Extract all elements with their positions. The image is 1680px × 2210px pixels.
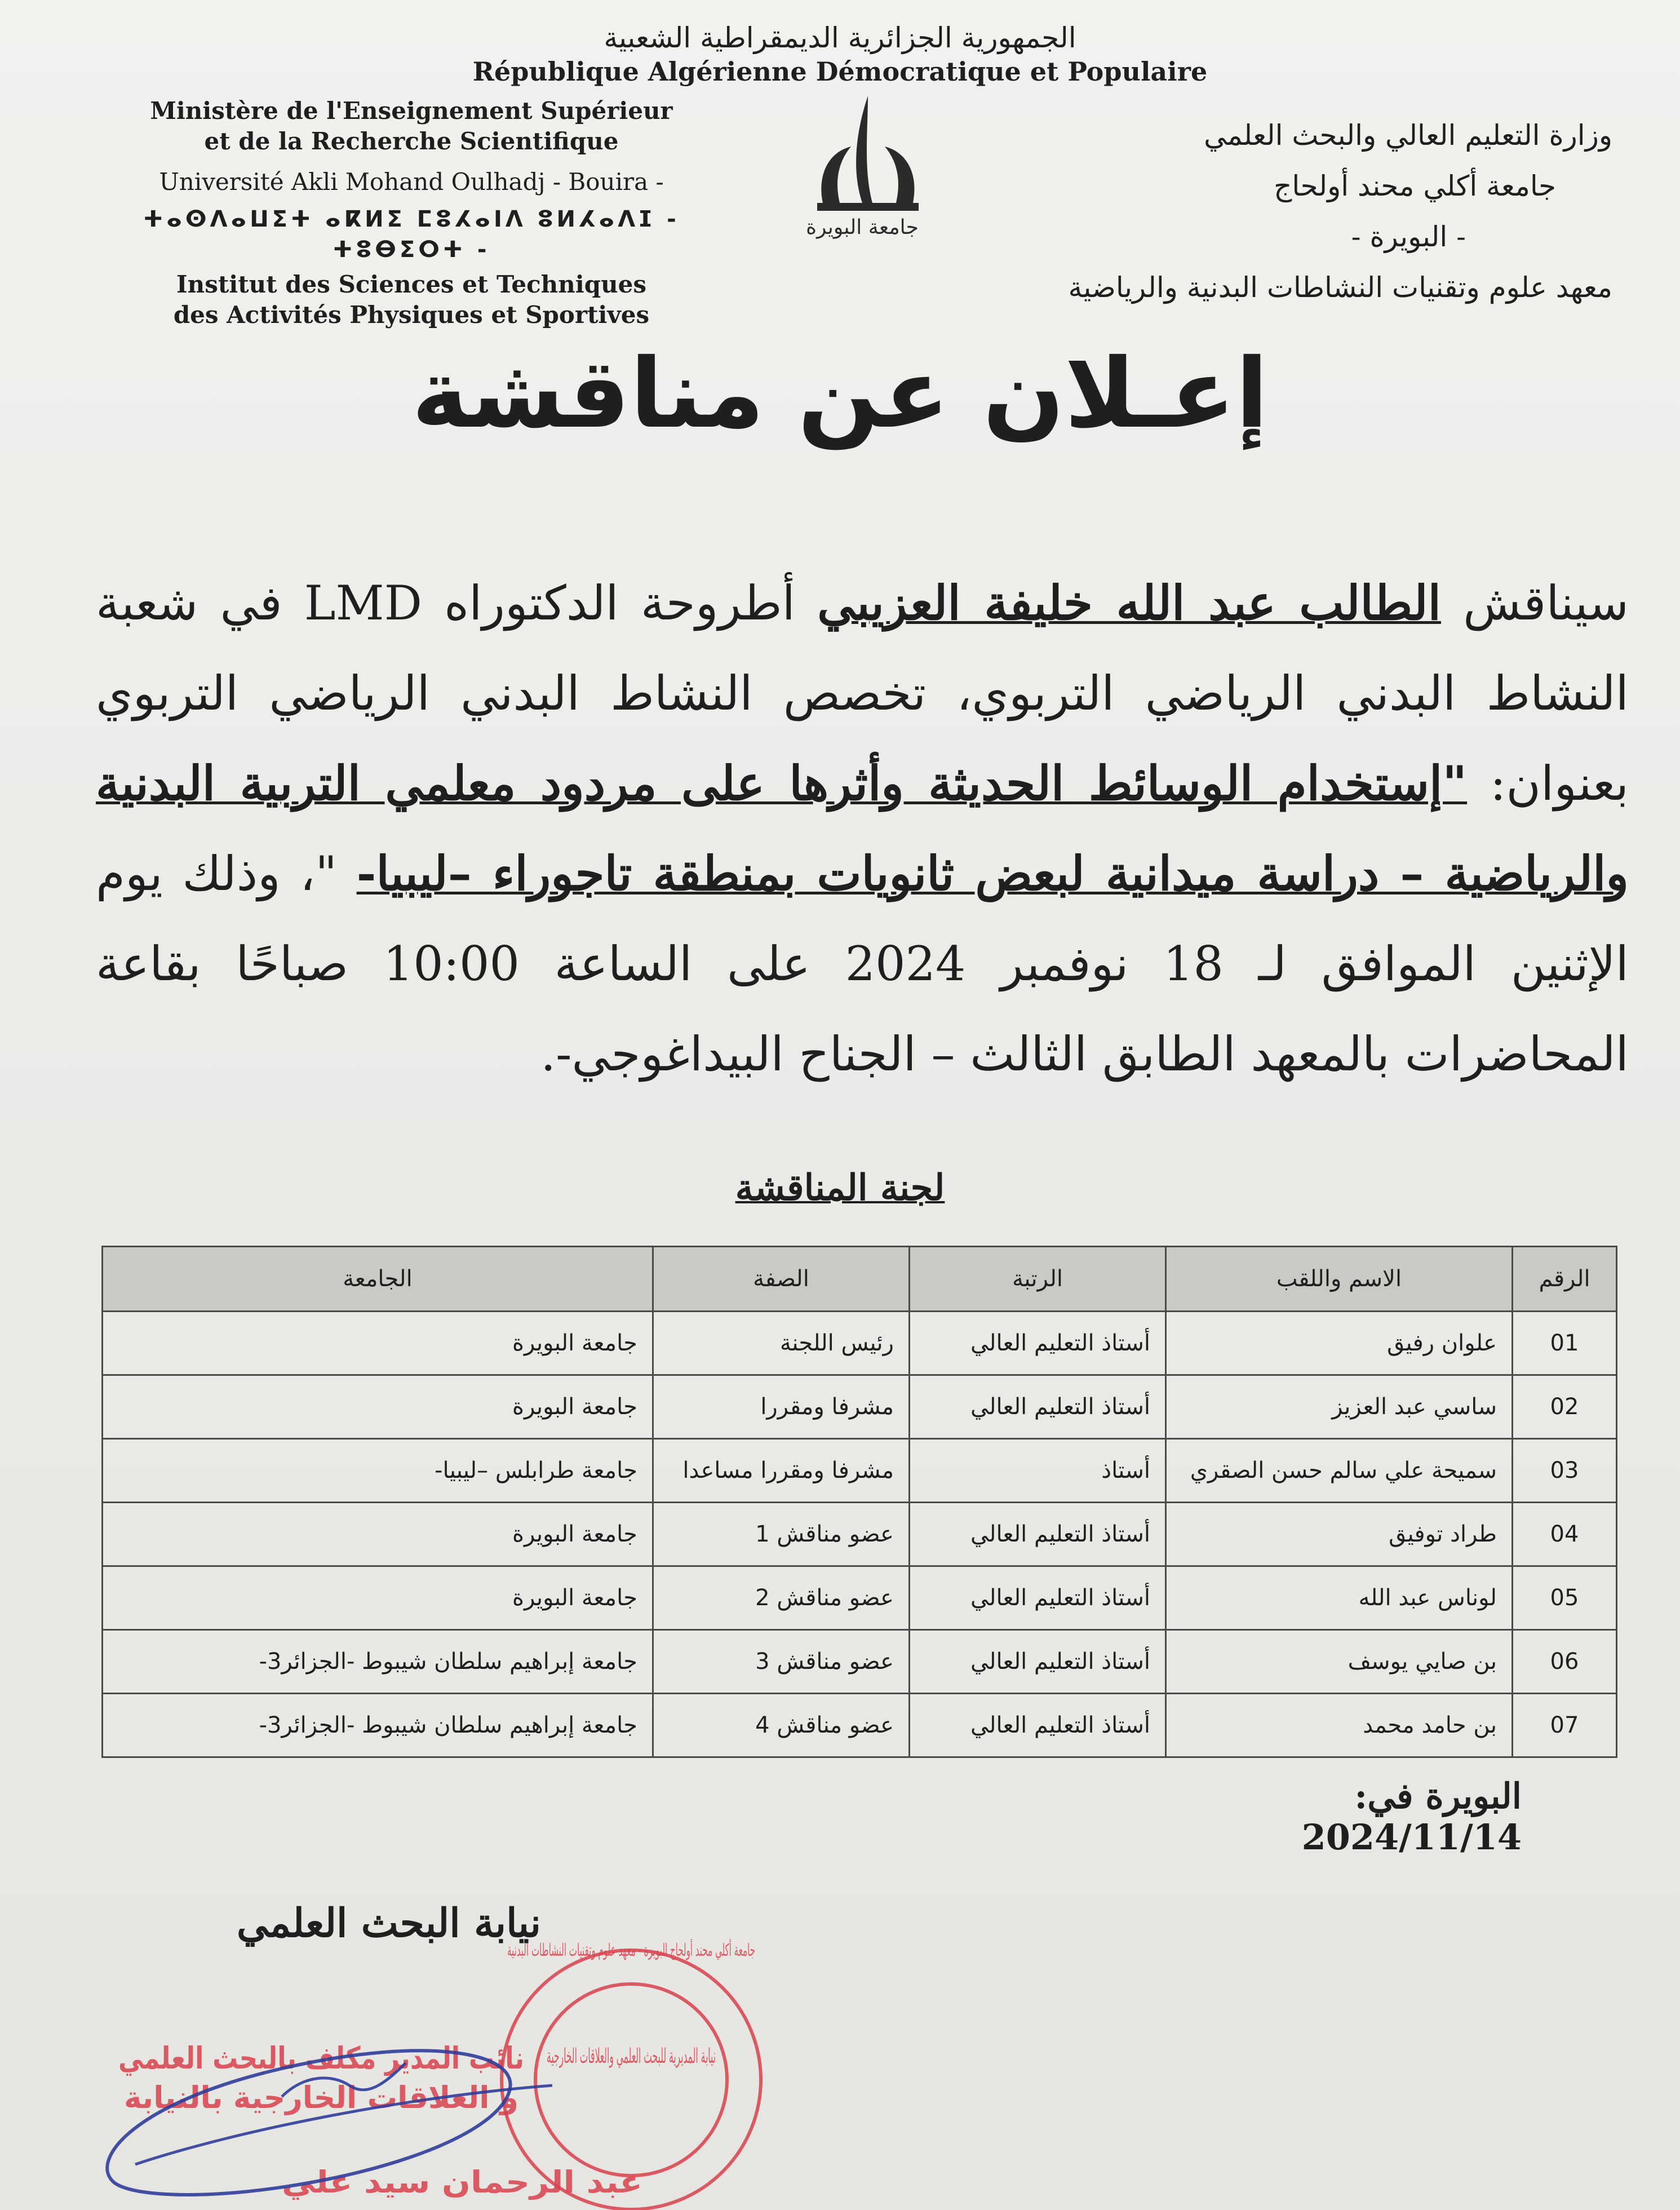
cell-number: 03 xyxy=(1513,1439,1617,1503)
cell-name: طراد توفيق xyxy=(1166,1503,1513,1566)
table-row xyxy=(103,1630,1617,1694)
cell-number: 07 xyxy=(1513,1694,1617,1757)
header-right-arabic xyxy=(1049,110,1612,313)
cell-name: سميحة علي سالم حسن الصقري xyxy=(1166,1439,1513,1503)
university-logo-icon xyxy=(783,90,941,242)
column-header-role: الصفة xyxy=(653,1247,910,1312)
cell-number: 05 xyxy=(1513,1566,1617,1630)
body-intro: سيناقش xyxy=(1440,575,1629,631)
stamp-center-text: نيابة المديرية للبحث العلمي والعلاقات الخارجية xyxy=(547,2045,716,2068)
body-thesis-info: أطروحة الدكتوراه LMD في شعبة النشاط البدني الرياضي التربوي، تخصص النشاط البدني الرياضي التربوي بعنوان: xyxy=(96,575,1629,811)
cell-university: جامعة إبراهيم سلطان شيبوط -الجزائر3- xyxy=(103,1694,653,1757)
cell-rank: أستاذ التعليم العالي xyxy=(910,1312,1166,1375)
cell-rank: أستاذ التعليم العالي xyxy=(910,1694,1166,1757)
cell-role: عضو مناقش 2 xyxy=(653,1566,910,1630)
institute-arabic: معهد علوم وتقنيات النشاطات البدنية والرياضية xyxy=(1068,271,1612,304)
university-name-tifinagh: ⵜⴰⵙⴷⴰⵡⵉⵜ ⴰⴽⵍⵉ ⵎⵓⵃⴰⵏⴷ ⵓⵍⵃⴰⴷⵊ - ⵜⵓⴱⵉⵔⵜ - xyxy=(143,206,680,263)
cell-role: رئيس اللجنة xyxy=(653,1312,910,1375)
cell-rank: أستاذ xyxy=(910,1439,1166,1503)
table-row xyxy=(103,1694,1617,1757)
committee-table xyxy=(101,1246,1617,1758)
stamp-line-1: نائب المدير مكلف بالبحث العلمي xyxy=(118,2040,524,2076)
logo-caption: جامعة البويرة xyxy=(806,216,919,239)
table-row xyxy=(103,1375,1617,1439)
cell-name: لوناس عبد الله xyxy=(1166,1566,1513,1630)
cell-role: عضو مناقش 1 xyxy=(653,1503,910,1566)
cell-university: جامعة البويرة xyxy=(103,1503,653,1566)
stamp-line-2: و العلاقات الخارجية بالنيابة xyxy=(124,2080,518,2115)
university-name-fr: Université Akli Mohand Oulhadj - Bouira - xyxy=(159,168,664,196)
cell-role: عضو مناقش 4 xyxy=(653,1694,910,1757)
stamp-ring-text: جامعة أكلي محند أولحاج البويرة - معهد علوم وتقنيات النشاطات البدنية xyxy=(507,1941,1001,1960)
cell-role: مشرفا ومقررا xyxy=(653,1375,910,1439)
cell-number: 01 xyxy=(1513,1312,1617,1375)
header-french-republic: République Algérienne Démocratique et Populaire xyxy=(472,56,1208,87)
ministry-line-2: et de la Recherche Scientifique xyxy=(204,127,619,155)
cell-number: 02 xyxy=(1513,1375,1617,1439)
cell-university: جامعة البويرة xyxy=(103,1566,653,1630)
announcement-title: إعـلان عن مناقشة xyxy=(411,338,1269,450)
cell-name: ساسي عبد العزيز xyxy=(1166,1375,1513,1439)
issuing-office: نيابة البحث العلمي xyxy=(236,1899,542,1946)
cell-name: بن صايي يوسف xyxy=(1166,1630,1513,1694)
cell-rank: أستاذ التعليم العالي xyxy=(910,1630,1166,1694)
cell-rank: أستاذ التعليم العالي xyxy=(910,1375,1166,1439)
cell-rank: أستاذ التعليم العالي xyxy=(910,1566,1166,1630)
institute-line-2: des Activités Physiques et Sportives xyxy=(173,301,650,329)
cell-role: عضو مناقش 3 xyxy=(653,1630,910,1694)
city-arabic: - البويرة - xyxy=(1351,220,1466,253)
table-row xyxy=(103,1566,1617,1630)
ministry-line-1: Ministère de l'Enseignement Supérieur xyxy=(150,97,673,125)
header-arabic-republic: الجمهورية الجزائرية الديمقراطية الشعبية xyxy=(604,21,1076,54)
cell-name: بن حامد محمد xyxy=(1166,1694,1513,1757)
column-header-rank: الرتبة xyxy=(910,1247,1166,1312)
cell-university: جامعة طرابلس –ليبيا- xyxy=(103,1439,653,1503)
ministry-arabic: وزارة التعليم العالي والبحث العلمي xyxy=(1204,119,1612,152)
header-left-french xyxy=(130,96,693,330)
announcement-body xyxy=(96,558,1629,1099)
cell-rank: أستاذ التعليم العالي xyxy=(910,1503,1166,1566)
column-header-name: الاسم واللقب xyxy=(1166,1247,1513,1312)
cell-university: جامعة البويرة xyxy=(103,1312,653,1375)
student-name: الطالب عبد الله خليفة العزيبي xyxy=(817,575,1441,631)
stamp-line-3: عبد الرحمان سيد علي xyxy=(282,2164,642,2200)
official-stamp-and-signature xyxy=(68,1916,1001,2209)
cell-university: جامعة البويرة xyxy=(103,1375,653,1439)
cell-role: مشرفا ومقررا مساعدا xyxy=(653,1439,910,1503)
university-arabic: جامعة أكلي محند أولحاج xyxy=(1274,170,1556,202)
table-row xyxy=(103,1439,1617,1503)
committee-heading: لجنة المناقشة xyxy=(735,1167,945,1209)
table-header-row xyxy=(103,1247,1617,1312)
table-row xyxy=(103,1503,1617,1566)
place-and-date: البويرة في: 2024/11/14 xyxy=(1301,1775,1522,1858)
thesis-title: "إستخدام الوسائط الحديثة وأثرها على مردود معلمي التربية البدنية والرياضية – دراسة ميدانية لبعض ثانويات بمنطقة تاجوراء –ليبيا- xyxy=(96,755,1629,901)
cell-university: جامعة إبراهيم سلطان شيبوط -الجزائر3- xyxy=(103,1630,653,1694)
institute-line-1: Institut des Sciences et Techniques xyxy=(176,271,646,298)
column-header-number: الرقم xyxy=(1513,1247,1617,1312)
cell-number: 04 xyxy=(1513,1503,1617,1566)
table-row xyxy=(103,1312,1617,1375)
column-header-university: الجامعة xyxy=(103,1247,653,1312)
cell-name: علوان رفيق xyxy=(1166,1312,1513,1375)
cell-number: 06 xyxy=(1513,1630,1617,1694)
body-date-place: "، وذلك يوم الإثنين الموافق لـ 18 نوفمبر 2024 على الساعة 10:00 صباحًا بقاعة المحاضرات بالمعهد الطابق الثالث – الجناح البيداغوجي-. xyxy=(96,846,1629,1082)
